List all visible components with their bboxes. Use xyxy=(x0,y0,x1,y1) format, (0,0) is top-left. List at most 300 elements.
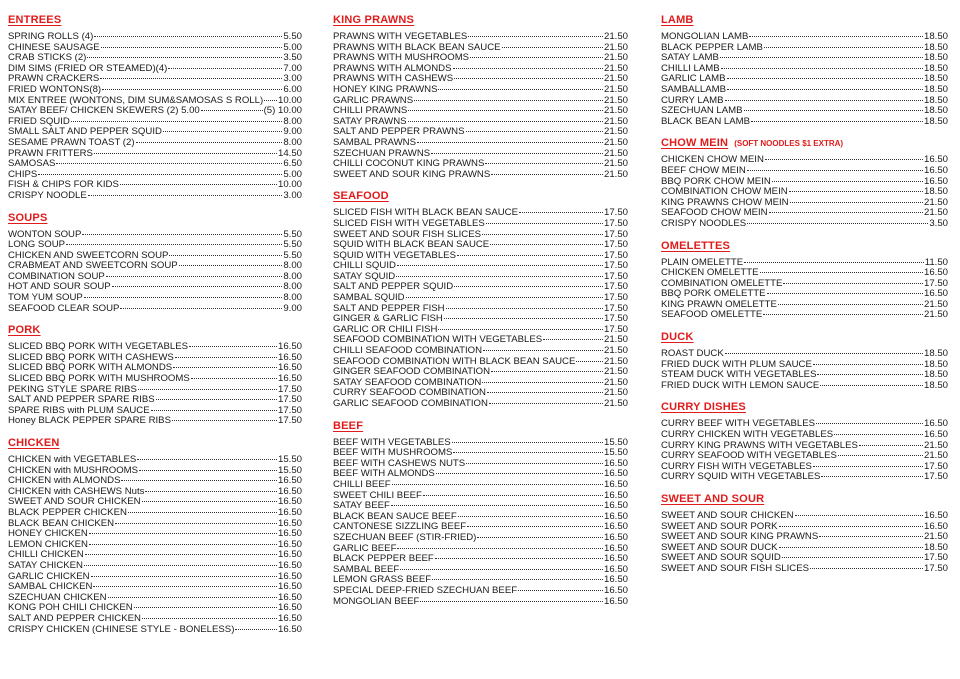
section-header xyxy=(661,331,948,343)
menu-item xyxy=(8,455,302,466)
menu-item-name: SWEET AND SOUR KING PRAWNS xyxy=(333,168,491,180)
dot-leader xyxy=(765,159,923,160)
dot-leader xyxy=(169,255,282,256)
dot-leader xyxy=(720,57,923,58)
dot-leader xyxy=(789,191,923,192)
menu-item xyxy=(333,138,628,149)
dot-leader xyxy=(102,89,282,90)
menu-item-price: 16.50 xyxy=(603,563,628,575)
menu-item-price: 8.00 xyxy=(283,281,302,293)
menu-item-name: PRAWNS WITH MUSHROOMS xyxy=(333,52,470,64)
menu-item xyxy=(661,564,948,575)
dot-leader xyxy=(779,526,923,527)
menu-item-price: 10.00 xyxy=(277,179,302,191)
menu-item-price: 11.50 xyxy=(924,256,948,268)
menu-item-price: 16.50 xyxy=(923,520,948,532)
menu-item-name: BEEF WITH MUSHROOMS xyxy=(333,447,453,459)
dot-leader xyxy=(112,286,283,287)
menu-item-name: PRAWNS WITH ALMONDS xyxy=(333,62,452,74)
menu-item-name: CURRY SQUID WITH VEGETABLES xyxy=(661,471,821,483)
menu-item-price: 16.50 xyxy=(277,506,302,518)
dot-leader xyxy=(721,68,923,69)
dot-leader xyxy=(145,491,277,492)
menu-item-price: 21.50 xyxy=(923,196,948,208)
dot-leader xyxy=(817,374,923,375)
menu-item-name: MONGOLIAN BEEF xyxy=(333,595,420,607)
menu-item-name: GINGER & GARLIC FISH xyxy=(333,313,443,325)
dot-leader xyxy=(470,57,603,58)
menu-item-name: CHINESE SAUSAGE xyxy=(8,41,100,53)
section-note: (SOFT NOODLES $1 EXTRA) xyxy=(734,139,844,149)
menu-item-price: 16.50 xyxy=(923,418,948,430)
menu-item-price: 16.50 xyxy=(277,591,302,603)
section-title: SEAFOOD xyxy=(333,190,389,203)
dot-leader xyxy=(172,420,277,421)
dot-leader xyxy=(128,512,277,513)
dot-leader xyxy=(518,590,603,591)
menu-item-name: PRAWNS WITH CASHEWS xyxy=(333,73,454,85)
section-title: ENTREES xyxy=(8,14,62,26)
menu-item xyxy=(661,166,948,177)
dot-leader xyxy=(100,78,282,79)
menu-item-name: SALT AND PEPPER SQUID xyxy=(333,281,454,293)
menu-item-price: 16.50 xyxy=(277,612,302,624)
menu-item-name: GARLIC CHICKEN xyxy=(8,570,90,582)
menu-item-price: 18.50 xyxy=(923,348,948,360)
section-spacer xyxy=(333,410,628,414)
menu-item-price: 16.50 xyxy=(603,553,628,565)
menu-item-price: 17.50 xyxy=(923,277,948,289)
menu-item-price: 18.50 xyxy=(923,52,948,64)
menu-item-name: SEAFOOD CLEAR SOUP xyxy=(8,302,120,314)
menu-item-price: 6.50 xyxy=(283,158,302,170)
menu-item-price: 16.50 xyxy=(277,475,302,487)
dot-leader xyxy=(89,533,277,534)
menu-item-name: SEAFOOD OMELETTE xyxy=(661,309,763,321)
menu-item-name: BLACK PEPPER LAMB xyxy=(661,41,763,53)
menu-item xyxy=(8,416,302,427)
dot-leader xyxy=(91,576,277,577)
menu-item-price: 16.50 xyxy=(923,175,948,187)
dot-leader xyxy=(782,557,923,558)
dot-leader xyxy=(392,484,603,485)
dot-leader xyxy=(56,163,282,164)
section-title: LAMB xyxy=(661,14,694,26)
menu-item-name: GARLIC OR CHILI FISH xyxy=(333,323,438,335)
dot-leader xyxy=(38,174,282,175)
dot-leader xyxy=(790,202,923,203)
menu-item-name: CHICKEN AND SWEETCORN SOUP xyxy=(8,249,169,261)
dot-leader xyxy=(108,597,277,598)
menu-section-sweet-and-sour xyxy=(661,493,948,579)
menu-item-name: SATAY CHICKEN xyxy=(8,559,83,571)
section-spacer xyxy=(333,607,628,611)
section-header xyxy=(333,14,628,26)
menu-item-name: CURRY LAMB xyxy=(661,94,724,106)
dot-leader xyxy=(438,329,603,330)
section-title: PORK xyxy=(8,324,41,337)
menu-item-name: WONTON SOUP xyxy=(8,228,82,240)
menu-item-name: LEMON CHICKEN xyxy=(8,538,88,550)
menu-item-name: KING PRAWNS CHOW MEIN xyxy=(661,196,789,208)
menu-item xyxy=(8,159,302,170)
menu-item-price: 16.50 xyxy=(923,510,948,521)
menu-item-price: 17.50 xyxy=(603,228,628,240)
dot-leader xyxy=(749,36,923,37)
menu-item-name: SPECIAL DEEP-FRIED SZECHUAN BEEF xyxy=(333,584,518,596)
menu-item xyxy=(333,586,628,597)
menu-item-price: 17.50 xyxy=(603,302,628,314)
menu-item-name: COMBINATION OMELETTE xyxy=(661,277,783,289)
menu-item-price: 16.50 xyxy=(277,341,302,353)
menu-item-price: 5.50 xyxy=(283,239,302,251)
menu-item-price: 18.50 xyxy=(923,73,948,85)
menu-item xyxy=(333,399,628,410)
menu-item-name: CANTONESE SIZZLING BEEF xyxy=(333,521,467,533)
section-header xyxy=(661,14,948,26)
menu-item-price: 16.50 xyxy=(603,542,628,554)
menu-item-price: 21.50 xyxy=(603,41,628,53)
dot-leader xyxy=(138,389,277,390)
menu-item-price: 8.00 xyxy=(283,270,302,282)
menu-item-price: 16.50 xyxy=(277,351,302,363)
menu-item-name: SEAFOOD COMBINATION WITH VEGETABLES xyxy=(333,334,543,346)
menu-item-name: BLACK BEAN LAMB xyxy=(661,115,751,127)
menu-item-price: 17.50 xyxy=(277,415,302,427)
menu-item-name: CHICKEN OMELETTE xyxy=(661,267,759,279)
menu-item-name: SATAY BEEF/ CHICKEN SKEWERS (2) 5.00 xyxy=(8,105,200,117)
menu-item-name: SLICED BBQ PORK WITH ALMONDS xyxy=(8,362,173,374)
menu-item-price: 16.50 xyxy=(277,581,302,593)
menu-item-price: 17.50 xyxy=(603,249,628,261)
menu-item-price: 21.50 xyxy=(603,376,628,388)
menu-item-price: 18.50 xyxy=(923,541,948,553)
menu-item-name: HOT AND SOUR SOUP xyxy=(8,281,111,293)
section-spacer xyxy=(661,127,948,131)
menu-item xyxy=(661,219,948,230)
menu-item xyxy=(661,511,948,522)
menu-item-price: 21.50 xyxy=(923,450,948,462)
dot-leader xyxy=(543,339,603,340)
menu-item-price: 21.50 xyxy=(603,366,628,378)
menu-item-name: PEKING STYLE SPARE RIBS xyxy=(8,383,137,395)
menu-item-name: PLAIN OMELETTE xyxy=(661,256,744,268)
dot-leader xyxy=(487,392,603,393)
menu-item-name: CRABMEAT AND SWEETCORN SOUP xyxy=(8,260,178,272)
menu-item-name: SAMBAL SQUID xyxy=(333,292,405,304)
menu-item-price: 18.50 xyxy=(923,83,948,95)
menu-item-price: 16.50 xyxy=(277,517,302,529)
dot-leader xyxy=(458,516,603,517)
menu-item-name: SATAY LAMB xyxy=(661,52,719,64)
section-header xyxy=(661,493,948,505)
menu-item xyxy=(333,85,628,96)
dot-leader xyxy=(783,283,923,284)
dot-leader xyxy=(179,265,283,266)
menu-item-price: 16.50 xyxy=(603,468,628,480)
dot-leader xyxy=(87,57,282,58)
menu-item-price: 21.50 xyxy=(923,439,948,451)
dot-leader xyxy=(89,544,277,545)
menu-item-name: SWEET AND SOUR CHICKEN xyxy=(8,496,141,508)
menu-item-name: CHICKEN with MUSHROOMS xyxy=(8,464,139,476)
menu-item-price: 21.50 xyxy=(603,398,628,409)
dot-leader xyxy=(84,297,283,298)
section-spacer xyxy=(8,635,302,639)
dot-leader xyxy=(519,212,603,213)
menu-item-price: 21.50 xyxy=(603,83,628,95)
menu-item-name: LEMON GRASS BEEF xyxy=(333,574,432,586)
menu-item-name: FRIED DUCK WITH LEMON SAUCE xyxy=(661,379,820,391)
menu-item-name: SALT AND PEPPER CHICKEN xyxy=(8,612,141,624)
menu-item-name: SATAY PRAWNS xyxy=(333,115,407,127)
menu-item-price: 8.00 xyxy=(283,260,302,272)
menu-item-name: MONGOLIAN LAMB xyxy=(661,31,749,42)
menu-item-price: 16.50 xyxy=(277,549,302,561)
dot-leader xyxy=(747,170,923,171)
menu-item-price: 16.50 xyxy=(923,154,948,166)
section-header xyxy=(8,212,302,224)
menu-item-price: 16.50 xyxy=(923,267,948,279)
dot-leader xyxy=(454,286,603,287)
dot-leader xyxy=(101,47,283,48)
dot-leader xyxy=(396,276,603,277)
menu-item-price: 15.50 xyxy=(277,454,302,465)
dot-leader xyxy=(725,100,923,101)
menu-item-name: STEAM DUCK WITH VEGETABLES xyxy=(661,369,817,381)
menu-item-name: SMALL SALT AND PEPPER SQUID xyxy=(8,126,162,138)
menu-item-name: CRISPY NOODLE xyxy=(8,189,87,201)
dot-leader xyxy=(139,470,277,471)
menu-item-name: CHILLI COCONUT KING PRAWNS xyxy=(333,158,485,170)
menu-item-price: 3.50 xyxy=(283,52,302,64)
menu-section-king-prawns xyxy=(333,14,628,184)
menu-item-name: CHICKEN with CASHEWS Nuts xyxy=(8,485,145,497)
section-title: CURRY DISHES xyxy=(661,401,746,414)
menu-section-omelettes xyxy=(661,240,948,326)
menu-item-name: HONEY CHICKEN xyxy=(8,528,88,540)
menu-item-price: 16.50 xyxy=(603,521,628,533)
dot-leader xyxy=(491,174,603,175)
menu-item-name: BLACK BEAN SAUCE BEEF xyxy=(333,510,457,522)
menu-item-name: ROAST DUCK xyxy=(661,348,724,360)
menu-item-name: SZECHUAN BEEF (STIR-FRIED) xyxy=(333,531,477,543)
dot-leader xyxy=(485,163,603,164)
dot-leader xyxy=(744,262,924,263)
dot-leader xyxy=(406,297,603,298)
menu-item-name: SPRING ROLLS (4) xyxy=(8,31,94,42)
dot-leader xyxy=(744,110,923,111)
menu-item-name: GARLIC LAMB xyxy=(661,73,726,85)
menu-item-name: SLICED FISH WITH VEGETABLES xyxy=(333,217,485,229)
menu-item-price: 10.00 xyxy=(277,94,302,106)
menu-item-price: 18.50 xyxy=(923,94,948,106)
dot-leader xyxy=(810,568,923,569)
menu-item-price: 16.50 xyxy=(277,559,302,571)
menu-item-name: SATAY SQUID xyxy=(333,270,396,282)
menu-item-name: FISH & CHIPS FOR KIDS xyxy=(8,179,119,191)
dot-leader xyxy=(466,463,603,464)
menu-item-price: 21.50 xyxy=(923,531,948,543)
dot-leader xyxy=(420,601,603,602)
section-header xyxy=(661,401,948,413)
dot-leader xyxy=(795,515,923,516)
menu-item-price: 17.50 xyxy=(923,471,948,483)
menu-item-price: 17.50 xyxy=(277,394,302,406)
menu-item-price: 21.50 xyxy=(603,136,628,148)
dot-leader xyxy=(66,244,282,245)
dot-leader xyxy=(397,265,603,266)
section-spacer xyxy=(661,391,948,395)
menu-item-name: CRISPY CHICKEN (CHINESE STYLE - BONELESS) xyxy=(8,623,235,635)
menu-item xyxy=(333,32,628,43)
menu-item-price: 7.00 xyxy=(283,62,302,74)
menu-section-curry-dishes xyxy=(661,401,948,487)
menu-item-name: CHICKEN with ALMONDS xyxy=(8,475,121,487)
menu-item-price: 17.50 xyxy=(923,552,948,564)
menu-item-name: COMBINATION SOUP xyxy=(8,270,105,282)
dot-leader xyxy=(142,501,277,502)
menu-item-price: 3.50 xyxy=(929,217,948,229)
menu-item-name: HONEY KING PRAWNS xyxy=(333,83,438,95)
menu-item-price: 15.50 xyxy=(603,447,628,459)
dot-leader xyxy=(466,131,603,132)
menu-item-name: MIX ENTREE (WONTONS, DIM SUM&SAMOSAS S ROLL) xyxy=(8,94,264,106)
section-title: KING PRAWNS xyxy=(333,14,415,26)
menu-item-name: SWEET AND SOUR FISH SLICES xyxy=(661,562,810,574)
menu-item-name: SAMBAL BEEF xyxy=(333,563,400,575)
section-spacer xyxy=(333,180,628,184)
menu-item xyxy=(661,117,948,128)
menu-item-price: 16.50 xyxy=(603,531,628,543)
menu-item-price: 16.50 xyxy=(603,595,628,607)
menu-item xyxy=(661,310,948,321)
menu-item-price: 16.50 xyxy=(277,496,302,508)
menu-item-price: 16.50 xyxy=(603,457,628,469)
dot-leader xyxy=(435,558,603,559)
menu-item-price: 15.50 xyxy=(603,436,628,448)
dot-leader xyxy=(813,466,923,467)
menu-item-price: 21.50 xyxy=(603,62,628,74)
dot-leader xyxy=(189,346,277,347)
menu-item xyxy=(333,597,628,608)
menu-item-price: 16.50 xyxy=(603,489,628,501)
menu-item-price: 16.50 xyxy=(923,164,948,176)
menu-item-name: GINGER SEAFOOD COMBINATION xyxy=(333,366,491,378)
menu-item-name: SWEET CHILI BEEF xyxy=(333,489,422,501)
menu-item-name: BLACK PEPPER BEEF xyxy=(333,553,434,565)
menu-item-name: SEAFOOD COMBINATION WITH BLACK BEAN SAUCE xyxy=(333,355,576,367)
dot-leader xyxy=(834,434,923,435)
menu-item-price: 16.50 xyxy=(277,538,302,550)
menu-item-price: 16.50 xyxy=(277,602,302,614)
menu-item-name: Honey BLACK PEPPER SPARE RIBS xyxy=(8,415,171,427)
menu-section-chow-mein xyxy=(661,137,948,233)
dot-leader xyxy=(201,110,263,111)
menu-item-price: 18.50 xyxy=(923,105,948,117)
menu-item-name: GARLIC PRAWNS xyxy=(333,94,414,106)
menu-item-name: SALT AND PEPPER PRAWNS xyxy=(333,126,465,138)
dot-leader xyxy=(71,121,282,122)
dot-leader xyxy=(151,410,277,411)
dot-leader xyxy=(423,495,603,496)
dot-leader xyxy=(94,153,277,154)
menu-item-price: 18.50 xyxy=(923,115,948,127)
section-title: SWEET AND SOUR xyxy=(661,493,765,505)
section-spacer xyxy=(8,427,302,431)
menu-item-name: CHILLI LAMB xyxy=(661,62,720,74)
menu-item-name: SWEET AND SOUR PORK xyxy=(661,520,778,532)
menu-item-name: SALT AND PEPPER FISH xyxy=(333,302,445,314)
menu-item-price: 17.50 xyxy=(603,270,628,282)
dot-leader xyxy=(751,121,923,122)
dot-leader xyxy=(760,272,923,273)
menu-item-price: 18.50 xyxy=(923,31,948,42)
dot-leader xyxy=(769,212,923,213)
section-spacer xyxy=(661,321,948,325)
dot-leader xyxy=(483,350,603,351)
menu-item-name: BLACK BEAN CHICKEN xyxy=(8,517,115,529)
menu-item-name: SEAFOOD CHOW MEIN xyxy=(661,207,768,219)
dot-leader xyxy=(417,142,603,143)
menu-item-price: 21.50 xyxy=(923,309,948,321)
menu-item-price: 9.00 xyxy=(283,126,302,138)
menu-item-price: 16.50 xyxy=(277,623,302,635)
dot-leader xyxy=(859,445,923,446)
menu-item xyxy=(8,561,302,572)
menu-item-price: 17.50 xyxy=(277,383,302,395)
menu-item-name: PRAWNS WITH BLACK BEAN SAUCE xyxy=(333,41,501,53)
dot-leader xyxy=(168,68,282,69)
menu-item-price: 17.50 xyxy=(603,313,628,325)
menu-item xyxy=(8,625,302,636)
dot-leader xyxy=(142,618,277,619)
menu-item-price: 17.50 xyxy=(923,562,948,574)
dot-leader xyxy=(779,547,923,548)
menu-item xyxy=(333,533,628,544)
menu-item-name: KONG POH CHILI CHICKEN xyxy=(8,602,133,614)
dot-leader xyxy=(772,181,923,182)
menu-item-price: 16.50 xyxy=(923,429,948,441)
menu-item-name: SESAME PRAWN TOAST (2) xyxy=(8,136,135,148)
menu-item-price: 18.50 xyxy=(923,358,948,370)
section-spacer xyxy=(8,314,302,318)
menu-item-price: 21.50 xyxy=(603,355,628,367)
dot-leader xyxy=(767,293,923,294)
menu-item-name: SAMOSAS xyxy=(8,158,56,170)
menu-item-name: SAMBALLAMB xyxy=(661,83,727,95)
menu-item-name: CHILLI BEEF xyxy=(333,478,391,490)
dot-leader xyxy=(432,579,603,580)
dot-leader xyxy=(120,308,282,309)
menu-column-2 xyxy=(333,14,628,617)
dot-leader xyxy=(490,244,603,245)
menu-item-price: 17.50 xyxy=(277,404,302,416)
menu-item-price: 8.00 xyxy=(283,136,302,148)
menu-item-name: SWEET AND SOUR SQUID xyxy=(661,552,781,564)
menu-item-price: 16.50 xyxy=(923,288,948,300)
menu-item-price: (5) 10.00 xyxy=(263,105,302,117)
menu-item-price: 5.00 xyxy=(283,168,302,180)
menu-item-price: 17.50 xyxy=(603,217,628,229)
dot-leader xyxy=(763,314,923,315)
menu-item-name: SLICED FISH WITH BLACK BEAN SAUCE xyxy=(333,207,518,219)
menu-item-name: SWEET AND SOUR KING PRAWNS xyxy=(661,531,819,543)
section-header xyxy=(333,190,628,202)
dot-leader xyxy=(491,371,603,372)
menu-item xyxy=(333,170,628,181)
menu-item-name: CURRY SEAFOOD WITH VEGETABLES xyxy=(661,450,837,462)
